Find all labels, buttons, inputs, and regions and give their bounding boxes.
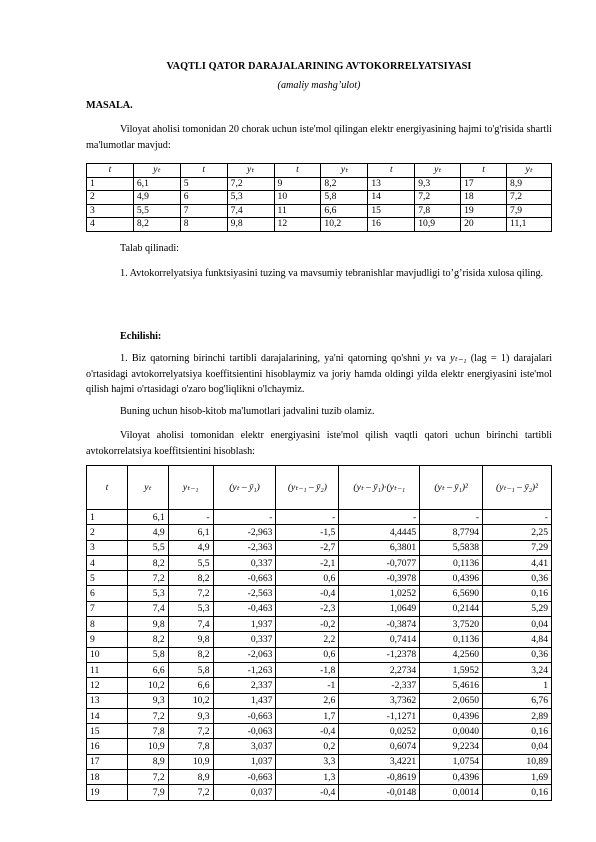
data-table-cell: 20 (461, 218, 507, 232)
data-table-cell: 15 (368, 204, 415, 218)
calc-table-cell: 0,4396 (420, 770, 483, 785)
calc-table-cell: 7,2 (168, 586, 213, 601)
calc-table-header-cell: (yₜ – ȳ₁)·(yₜ₋₁ (339, 466, 420, 510)
data-table-cell: 5,5 (133, 204, 180, 218)
calc-table-cell: 6,76 (483, 693, 552, 708)
calc-table-cell: -1,8 (276, 662, 339, 677)
calc-table-cell: 8,2 (127, 555, 168, 570)
data-table-cell: 7,2 (507, 191, 552, 205)
data-table-cell: 1 (87, 177, 134, 191)
calc-table-cell: 7,29 (483, 540, 552, 555)
calc-table-cell: 0,36 (483, 571, 552, 586)
calc-table-cell: 10 (87, 647, 128, 662)
calc-table-cell: 1,0252 (339, 586, 420, 601)
calc-table-cell: 16 (87, 739, 128, 754)
data-table-cell: 10,2 (321, 218, 368, 232)
calc-table-cell: 0,0252 (339, 724, 420, 739)
calc-table-cell: - (276, 510, 339, 525)
calc-table-cell: 7,2 (127, 770, 168, 785)
calc-table-cell: 0,16 (483, 724, 552, 739)
data-table-cell: 16 (368, 218, 415, 232)
calc-table-cell: -1,2378 (339, 647, 420, 662)
page-title: VAQTLI QATOR DARAJALARINING AVTOKORRELYATSIYASI (166, 61, 472, 72)
calc-table-cell: 6,1 (168, 525, 213, 540)
data-table-cell: 13 (368, 177, 415, 191)
calc-table-row (87, 571, 552, 586)
calc-table-row (87, 555, 552, 570)
calc-table-body (87, 510, 552, 801)
calc-table-row (87, 678, 552, 693)
calc-table-cell: 1 (483, 678, 552, 693)
data-table-cell: 18 (461, 191, 507, 205)
calc-table-row (87, 525, 552, 540)
calc-table-cell: 1,0754 (420, 754, 483, 769)
calc-table-cell: 0,6 (276, 571, 339, 586)
data-table-cell: 7,8 (415, 204, 461, 218)
solution-p1-var1: yₜ (424, 353, 432, 364)
calc-table-cell: -0,4 (276, 586, 339, 601)
calc-table-cell: 5,5 (168, 555, 213, 570)
solution-p1-text-a: 1. Biz qatorning birinchi tartibli darajalarining, ya'ni qatorning qo'shni (120, 353, 421, 364)
calc-table-cell: 1 (87, 510, 128, 525)
calc-table-cell: 11 (87, 662, 128, 677)
calc-table-cell: 5,8 (127, 647, 168, 662)
calc-table-cell: 7,4 (127, 601, 168, 616)
calc-table-cell: -0,663 (213, 708, 276, 723)
calc-table-cell: 3,037 (213, 739, 276, 754)
calc-table-cell: 2,6 (276, 693, 339, 708)
data-table-header-cell: yₜ (321, 164, 368, 178)
calc-table-cell: 7 (87, 601, 128, 616)
data-table-row (87, 191, 552, 205)
data-table-header-cell: yₜ (415, 164, 461, 178)
calc-table-cell: 1,7 (276, 708, 339, 723)
calc-table-cell: 9,3 (127, 693, 168, 708)
calc-table-cell: 8 (87, 617, 128, 632)
calc-table-cell: -1,5 (276, 525, 339, 540)
problem-paragraph (86, 122, 552, 153)
calc-table-row (87, 601, 552, 616)
calc-table-cell: 2,337 (213, 678, 276, 693)
calc-table-cell: 1,0649 (339, 601, 420, 616)
data-table-row (87, 177, 552, 191)
calc-table-cell: 0,04 (483, 739, 552, 754)
calc-table-cell: 6,6 (168, 678, 213, 693)
data-table-cell: 14 (368, 191, 415, 205)
solution-p2-text: Buning uchun hisob-kitob ma'lumotlari jadvalini tuzib olamiz. (120, 406, 375, 417)
data-table-cell: 5,3 (227, 191, 274, 205)
solution-paragraph-2 (86, 404, 552, 420)
calc-table-cell: 0,0040 (420, 724, 483, 739)
calc-table-cell: 0,1136 (420, 555, 483, 570)
calc-table-cell: 3,7520 (420, 617, 483, 632)
calc-table-cell: 1,5952 (420, 662, 483, 677)
calc-table-cell: 0,037 (213, 785, 276, 800)
calc-table-cell: 8,2 (168, 647, 213, 662)
solution-heading: Echilishi: (120, 331, 162, 342)
data-table-cell: 2 (87, 191, 134, 205)
data-table-cell: 6,6 (321, 204, 368, 218)
data-table-row (87, 204, 552, 218)
data-table-cell: 7,2 (415, 191, 461, 205)
calc-table-cell: 4,9 (127, 525, 168, 540)
calc-table-row (87, 693, 552, 708)
calc-table-cell: 6 (87, 586, 128, 601)
data-table-cell: 7,9 (507, 204, 552, 218)
calc-table-cell: 1,69 (483, 770, 552, 785)
calc-table-cell: 0,337 (213, 555, 276, 570)
calc-table-cell: 0,7414 (339, 632, 420, 647)
calc-table-cell: 0,337 (213, 632, 276, 647)
calc-table-cell: 2,25 (483, 525, 552, 540)
calc-table-row (87, 785, 552, 800)
data-table-cell: 3 (87, 204, 134, 218)
calc-table-row (87, 586, 552, 601)
calc-table-cell: 6,5690 (420, 586, 483, 601)
calc-table-cell: 5,29 (483, 601, 552, 616)
calc-table-cell: -1 (276, 678, 339, 693)
calc-table-cell: 7,9 (127, 785, 168, 800)
calc-table-cell: -2,1 (276, 555, 339, 570)
calc-table-cell: 5,5 (127, 540, 168, 555)
calc-table-row (87, 770, 552, 785)
calc-table-cell: 5,4616 (420, 678, 483, 693)
calc-table-cell: 9 (87, 632, 128, 647)
calc-table-cell: -2,363 (213, 540, 276, 555)
calc-table-cell: 5 (87, 571, 128, 586)
calc-table-cell: 2,2 (276, 632, 339, 647)
calc-table-cell: -0,7077 (339, 555, 420, 570)
calc-table-cell: - (420, 510, 483, 525)
calc-table-cell: 8,2 (127, 632, 168, 647)
calc-table-cell: 10,89 (483, 754, 552, 769)
data-table-header-cell: yₜ (227, 164, 274, 178)
calc-table-cell: 17 (87, 754, 128, 769)
solution-p3-text: Viloyat aholisi tomonidan elektr energiyasini iste'mol qilish vaqtli qatori uchun birinchi tartibli avtokorrelatsiya koeffitsientini hisoblash: (86, 430, 552, 457)
calc-table-cell: 4,9 (168, 540, 213, 555)
calc-table-header-cell: (yₜ – ȳ₁) (213, 466, 276, 510)
calc-table-cell: 10,9 (127, 739, 168, 754)
calc-table-cell: 9,8 (127, 617, 168, 632)
data-table-cell: 4,9 (133, 191, 180, 205)
calc-table-cell: -0,463 (213, 601, 276, 616)
solution-paragraph-3 (86, 428, 552, 459)
calc-table-row (87, 632, 552, 647)
calc-table-cell: 15 (87, 724, 128, 739)
data-table-cell: 9 (274, 177, 321, 191)
calc-table-cell: 9,3 (168, 708, 213, 723)
solution-paragraph-1 (86, 351, 552, 398)
calc-table-cell: 7,2 (127, 571, 168, 586)
calc-table-header-cell: (yₜ₋₁ – ȳ₂)² (483, 466, 552, 510)
calc-table-cell: 8,2 (168, 571, 213, 586)
calc-table-cell: 2 (87, 525, 128, 540)
calc-table-cell: -2,963 (213, 525, 276, 540)
calc-table-cell: 18 (87, 770, 128, 785)
calc-table-cell: 7,2 (127, 708, 168, 723)
calc-table-cell: -2,3 (276, 601, 339, 616)
data-table-header-cell: yₜ (507, 164, 552, 178)
calc-table-cell: 0,6 (276, 647, 339, 662)
calc-table-cell: 10,2 (168, 693, 213, 708)
calc-table-cell: 4 (87, 555, 128, 570)
calc-table-cell: 0,04 (483, 617, 552, 632)
calc-table-cell: 7,8 (127, 724, 168, 739)
calc-table-cell: -2,7 (276, 540, 339, 555)
calc-table-row (87, 510, 552, 525)
page-subtitle: (amaliy mashg’ulot) (277, 80, 361, 91)
calc-table-cell: 3,3 (276, 754, 339, 769)
calc-table-cell: 5,5838 (420, 540, 483, 555)
solution-heading-line (86, 329, 552, 345)
calc-table-cell: 10,2 (127, 678, 168, 693)
calc-table-row (87, 724, 552, 739)
calc-table-cell: 0,4396 (420, 571, 483, 586)
calc-table-cell: 1,037 (213, 754, 276, 769)
calc-table-cell: 1,937 (213, 617, 276, 632)
data-table-row (87, 218, 552, 232)
solution-p1-and: va (436, 353, 446, 364)
calc-table-cell: 10,9 (168, 754, 213, 769)
calc-table-cell: 9,8 (168, 632, 213, 647)
calc-table-row (87, 540, 552, 555)
calc-table-header-cell: yₜ₋₁ (168, 466, 213, 510)
data-table-header-cell: t (461, 164, 507, 178)
data-table-cell: 9,8 (227, 218, 274, 232)
calc-table-cell: 3,7362 (339, 693, 420, 708)
data-table-cell: 5,8 (321, 191, 368, 205)
data-table-header-cell: t (87, 164, 134, 178)
data-table-cell: 7 (180, 204, 227, 218)
data-table-cell: 4 (87, 218, 134, 232)
calc-table-cell: 0,2144 (420, 601, 483, 616)
data-table-cell: 11,1 (507, 218, 552, 232)
required-paragraph (86, 241, 552, 257)
calc-table-cell: 7,4 (168, 617, 213, 632)
data-table-cell: 8,2 (321, 177, 368, 191)
calc-table-cell: 3,24 (483, 662, 552, 677)
calc-table-cell: -0,3874 (339, 617, 420, 632)
solution-p1-var2: yₜ₋₁ (450, 353, 467, 364)
calc-table-header-cell: yₜ (127, 466, 168, 510)
task-paragraph (86, 266, 552, 282)
calc-table-cell: 0,16 (483, 785, 552, 800)
calc-table-cell: -0,663 (213, 571, 276, 586)
calc-table-header-cell: (yₜ – ȳ₁)² (420, 466, 483, 510)
calc-table-cell: -1,1271 (339, 708, 420, 723)
data-table-cell: 7,2 (227, 177, 274, 191)
calc-table-cell: -0,063 (213, 724, 276, 739)
calc-table-cell: 7,8 (168, 739, 213, 754)
calc-table-cell: 3,4221 (339, 754, 420, 769)
data-table-header (87, 164, 552, 178)
calc-table-cell: -2,337 (339, 678, 420, 693)
data-table-cell: 8 (180, 218, 227, 232)
calc-table-cell: 19 (87, 785, 128, 800)
calc-table-cell: -2,563 (213, 586, 276, 601)
calc-table-cell: 8,9 (127, 754, 168, 769)
calc-table-cell: 6,1 (127, 510, 168, 525)
data-table-cell: 7,4 (227, 204, 274, 218)
calc-table-cell: 4,84 (483, 632, 552, 647)
calc-table-cell: 9,2234 (420, 739, 483, 754)
calc-table-cell: 4,41 (483, 555, 552, 570)
data-table-header-cell: t (274, 164, 321, 178)
calc-table-cell: -0,663 (213, 770, 276, 785)
calc-table-cell: 6,3801 (339, 540, 420, 555)
calc-table-cell: - (213, 510, 276, 525)
data-table-cell: 17 (461, 177, 507, 191)
data-table (86, 163, 552, 232)
calc-table-cell: 4,2560 (420, 647, 483, 662)
data-table-header-cell: t (368, 164, 415, 178)
calc-table-cell: 3 (87, 540, 128, 555)
calc-table-row (87, 754, 552, 769)
calc-table-cell: 14 (87, 708, 128, 723)
calc-table-cell: 0,6074 (339, 739, 420, 754)
data-table-cell: 11 (274, 204, 321, 218)
calc-table (86, 465, 552, 801)
calc-table-cell: 8,7794 (420, 525, 483, 540)
data-table-body (87, 177, 552, 231)
calc-table-cell: -0,2 (276, 617, 339, 632)
calc-table-cell: - (168, 510, 213, 525)
calc-table-cell: -2,063 (213, 647, 276, 662)
masala-heading: MASALA. (86, 100, 133, 111)
data-table-cell: 6,1 (133, 177, 180, 191)
calc-table-cell: 0,4396 (420, 708, 483, 723)
calc-table-row (87, 708, 552, 723)
calc-table-row (87, 662, 552, 677)
calc-table-cell: 0,36 (483, 647, 552, 662)
calc-table-row (87, 647, 552, 662)
calc-table-cell: 2,89 (483, 708, 552, 723)
calc-table-cell: -0,8619 (339, 770, 420, 785)
calc-table-cell: -0,0148 (339, 785, 420, 800)
calc-table-cell: 0,2 (276, 739, 339, 754)
calc-table-cell: -0,4 (276, 785, 339, 800)
data-table-cell: 9,3 (415, 177, 461, 191)
calc-table-cell: 12 (87, 678, 128, 693)
calc-table-cell: 4,4445 (339, 525, 420, 540)
data-table-cell: 10 (274, 191, 321, 205)
calc-table-cell: - (483, 510, 552, 525)
calc-table-cell: 5,3 (168, 601, 213, 616)
problem-text: Viloyat aholisi tomonidan 20 chorak uchun iste'mol qilingan elektr energiyasining hajmi to'g'risida shartli ma'lumotlar mavjud: (86, 124, 552, 151)
calc-table-header-cell: (yₜ₋₁ – ȳ₂) (276, 466, 339, 510)
data-table-cell: 5 (180, 177, 227, 191)
calc-table-cell: 2,2734 (339, 662, 420, 677)
required-label: Talab qilinadi: (120, 243, 179, 254)
calc-table-cell: -0,3978 (339, 571, 420, 586)
data-table-header-cell: t (180, 164, 227, 178)
calc-table-header-cell: t (87, 466, 128, 510)
calc-table-cell: -0,4 (276, 724, 339, 739)
calc-table-cell: 0,0014 (420, 785, 483, 800)
calc-table-cell: -1,263 (213, 662, 276, 677)
calc-table-cell: 7,2 (168, 785, 213, 800)
calc-table-header (87, 466, 552, 510)
calc-table-cell: 2,0650 (420, 693, 483, 708)
data-table-cell: 10,9 (415, 218, 461, 232)
data-table-header-cell: yₜ (133, 164, 180, 178)
calc-table-cell: 7,2 (168, 724, 213, 739)
calc-table-cell: 0,16 (483, 586, 552, 601)
calc-table-cell: 13 (87, 693, 128, 708)
data-table-cell: 8,9 (507, 177, 552, 191)
data-table-cell: 6 (180, 191, 227, 205)
calc-table-row (87, 617, 552, 632)
calc-table-cell: 6,6 (127, 662, 168, 677)
calc-table-cell: 5,8 (168, 662, 213, 677)
calc-table-cell: 5,3 (127, 586, 168, 601)
data-table-cell: 8,2 (133, 218, 180, 232)
data-table-cell: 12 (274, 218, 321, 232)
calc-table-cell: 1,3 (276, 770, 339, 785)
task-text: 1. Avtokorrelyatsiya funktsiyasini tuzing va mavsumiy tebranishlar mavjudligi to’g’risida xulosa qiling. (120, 268, 544, 279)
calc-table-cell: 0,1136 (420, 632, 483, 647)
calc-table-cell: 8,9 (168, 770, 213, 785)
solution-p1-text-b: (lag = 1) darajalari o'rtasidagi avtokorrelyatsiya koeffitsientini hisoblaymiz va joriy hamda oldingi yilda elektr energiyasini iste'mol qilish hajmi o'rtasidagi o'zaro bog'liqlikni o'lchaymiz. (86, 353, 553, 396)
data-table-cell: 19 (461, 204, 507, 218)
calc-table-cell: - (339, 510, 420, 525)
calc-table-row (87, 739, 552, 754)
calc-table-cell: 1,437 (213, 693, 276, 708)
